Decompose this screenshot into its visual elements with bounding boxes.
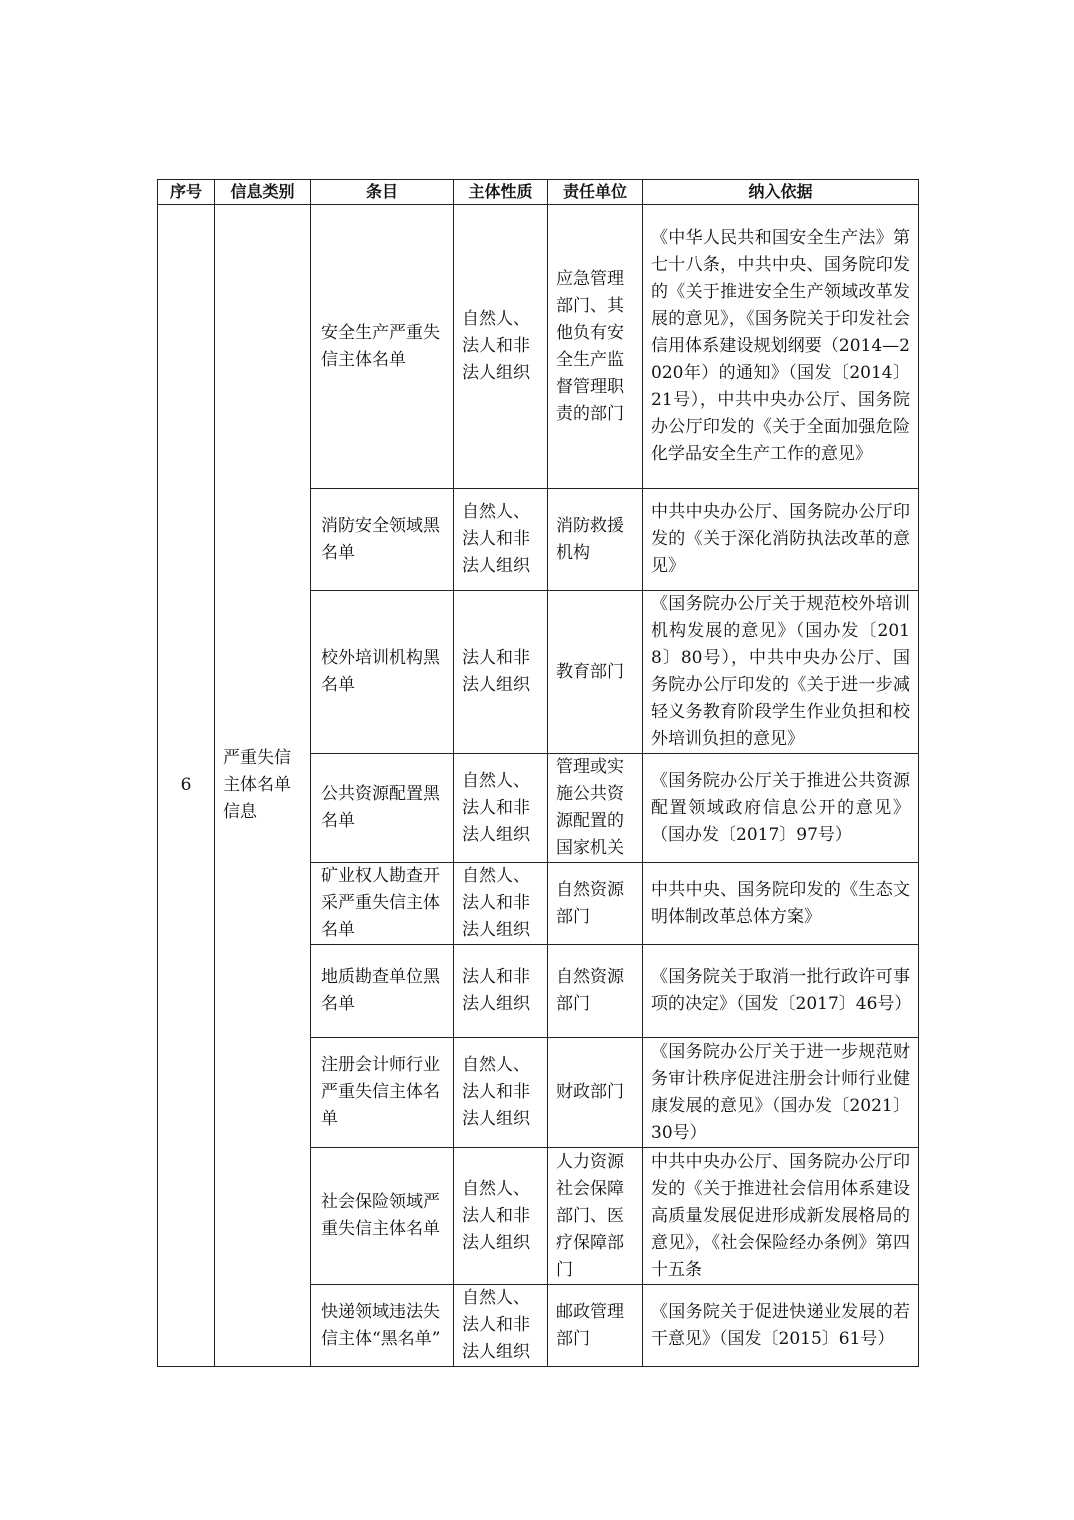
header-nature: 主体性质 — [454, 180, 548, 205]
row-basis: 《国务院办公厅关于规范校外培训机构发展的意见》（国办发〔2018〕80号），中共中央办公厅、国务院办公厅印发的《关于进一步减轻义务教育阶段学生作业负担和校外培训负担的意见》 — [643, 591, 919, 754]
row-nature: 自然人、法人和非法人组织 — [454, 1285, 548, 1367]
row-unit: 应急管理部门、其他负有安全生产监督管理职责的部门 — [548, 205, 643, 489]
row-basis: 《国务院办公厅关于进一步规范财务审计秩序促进注册会计师行业健康发展的意见》（国办发〔2021〕30号） — [643, 1038, 919, 1148]
header-no: 序号 — [158, 180, 215, 205]
header-unit: 责任单位 — [548, 180, 643, 205]
table-header-row — [158, 180, 919, 205]
row-unit: 邮政管理部门 — [548, 1285, 643, 1367]
row-nature: 法人和非法人组织 — [454, 945, 548, 1038]
row-item: 校外培训机构黑名单 — [311, 591, 454, 754]
group-number: 6 — [158, 205, 215, 1367]
blacklist-table — [157, 179, 919, 1367]
row-unit: 教育部门 — [548, 591, 643, 754]
row-unit: 自然资源部门 — [548, 863, 643, 945]
row-nature: 自然人、法人和非法人组织 — [454, 489, 548, 591]
row-item: 注册会计师行业严重失信主体名单 — [311, 1038, 454, 1148]
row-nature: 自然人、法人和非法人组织 — [454, 1038, 548, 1148]
row-basis: 《中华人民共和国安全生产法》第七十八条，中共中央、国务院印发的《关于推进安全生产领域改革发展的意见》，《国务院关于印发社会信用体系建设规划纲要（2014—2020年）的通知》（国发〔2014〕21号），中共中央办公厅、国务院办公厅印发的《关于全面加强危险化学品安全生产工作的意见》 — [643, 205, 919, 489]
header-basis: 纳入依据 — [643, 180, 919, 205]
row-unit: 管理或实施公共资源配置的国家机关 — [548, 754, 643, 863]
row-item: 矿业权人勘查开采严重失信主体名单 — [311, 863, 454, 945]
row-item: 快递领域违法失信主体“黑名单” — [311, 1285, 454, 1367]
header-item: 条目 — [311, 180, 454, 205]
row-nature: 自然人、法人和非法人组织 — [454, 205, 548, 489]
row-item: 消防安全领域黑名单 — [311, 489, 454, 591]
row-basis: 中共中央、国务院印发的《生态文明体制改革总体方案》 — [643, 863, 919, 945]
row-item: 公共资源配置黑名单 — [311, 754, 454, 863]
header-category: 信息类别 — [215, 180, 311, 205]
row-unit: 人力资源社会保障部门、医疗保障部门 — [548, 1148, 643, 1285]
row-unit: 消防救援机构 — [548, 489, 643, 591]
row-basis: 《国务院关于取消一批行政许可事项的决定》（国发〔2017〕46号） — [643, 945, 919, 1038]
document-page — [157, 179, 918, 1367]
row-nature: 自然人、法人和非法人组织 — [454, 1148, 548, 1285]
row-basis: 《国务院关于促进快递业发展的若干意见》（国发〔2015〕61号） — [643, 1285, 919, 1367]
row-nature: 自然人、法人和非法人组织 — [454, 754, 548, 863]
row-nature: 法人和非法人组织 — [454, 591, 548, 754]
row-basis: 中共中央办公厅、国务院办公厅印发的《关于推进社会信用体系建设高质量发展促进形成新发展格局的意见》，《社会保险经办条例》第四十五条 — [643, 1148, 919, 1285]
row-item: 地质勘查单位黑名单 — [311, 945, 454, 1038]
row-basis: 中共中央办公厅、国务院办公厅印发的《关于深化消防执法改革的意见》 — [643, 489, 919, 591]
group-category: 严重失信主体名单信息 — [215, 205, 311, 1367]
row-item: 安全生产严重失信主体名单 — [311, 205, 454, 489]
row-item: 社会保险领域严重失信主体名单 — [311, 1148, 454, 1285]
row-unit: 自然资源部门 — [548, 945, 643, 1038]
row-nature: 自然人、法人和非法人组织 — [454, 863, 548, 945]
row-unit: 财政部门 — [548, 1038, 643, 1148]
table-row — [158, 205, 919, 489]
row-basis: 《国务院办公厅关于推进公共资源配置领域政府信息公开的意见》（国办发〔2017〕97号） — [643, 754, 919, 863]
